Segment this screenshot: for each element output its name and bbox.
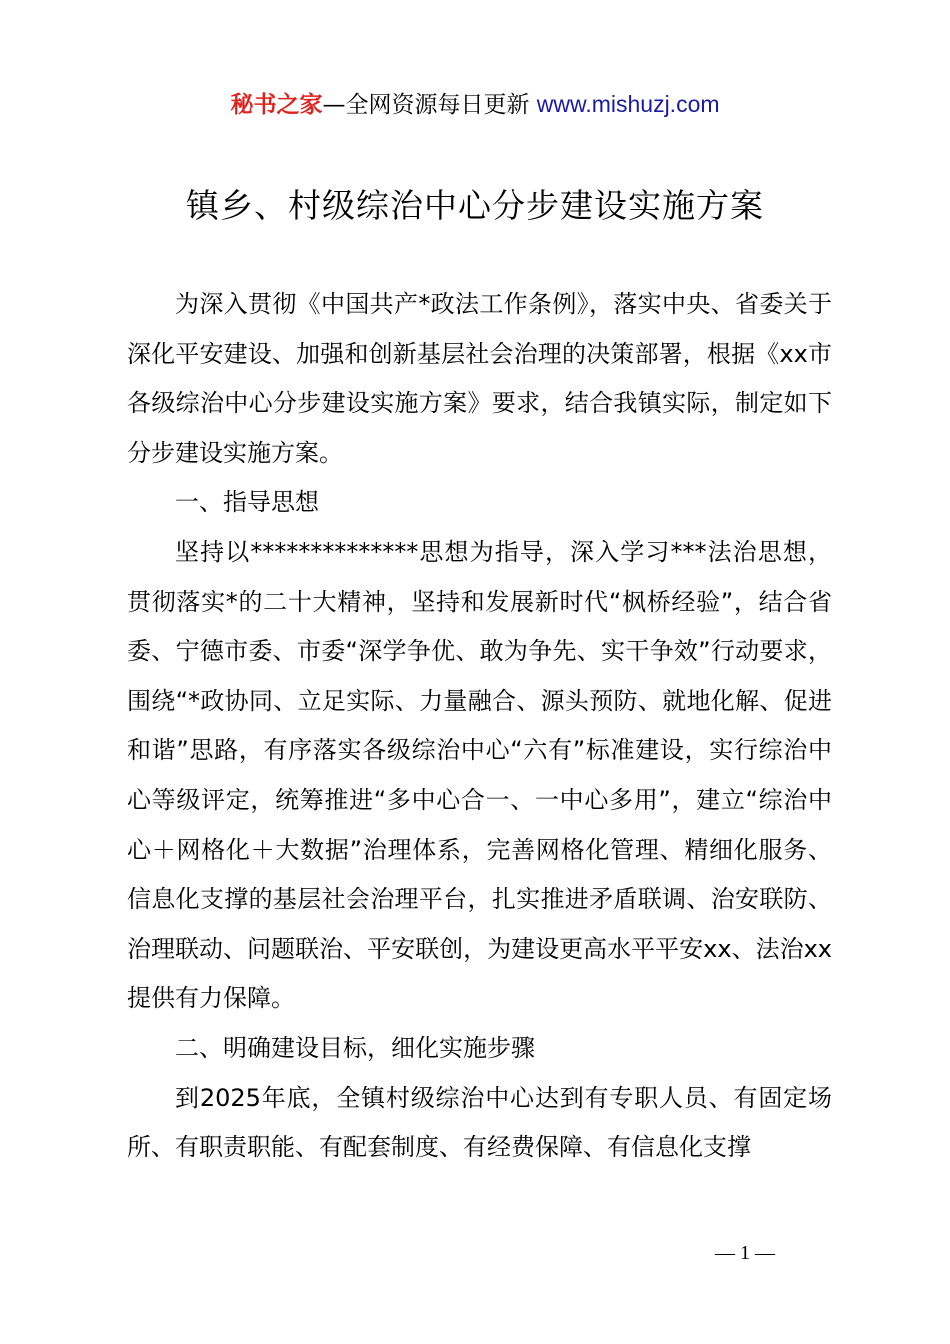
document-body [127, 280, 832, 1173]
site-tagline: —全网资源每日更新 [322, 92, 537, 118]
page-number: — 1 — [715, 1242, 775, 1264]
site-brand: 秘书之家 [230, 92, 323, 118]
site-url-link[interactable]: www.mishuzj.com [536, 91, 720, 117]
intro-paragraph: 为深入贯彻《中国共产*政法工作条例》，落实中央、省委关于深化平安建设、加强和创新基层社会治理的决策部署，根据《xx市各级综治中心分步建设实施方案》要求，结合我镇实际，制定如下分步建设实施方案。 [127, 290, 832, 467]
section-heading-2: 二、明确建设目标，细化实施步骤 [175, 1033, 535, 1062]
guiding-thought-paragraph: 坚持以**************思想为指导，深入学习***法治思想，贯彻落实*的二十大精神，坚持和发展新时代“枫桥经验”，结合省委、宁德市委、市委“深学争优、敢为争先、实干争效”行动要求，围绕“*政协同、立足实际、力量融合、源头预防、就地化解、促进和谐”思路，有序落实各级综治中心“六有”标准建设，实行综治中心等级评定，统筹推进“多中心合一、一中心多用”，建立“综治中心＋网格化＋大数据”治理体系，完善网格化管理、精细化服务、信息化支撑的基层社会治理平台，扎实推进矛盾联调、治安联防、治理联动、问题联治、平安联创，为建设更高水平平安xx、法治xx提供有力保障。 [127, 537, 832, 1013]
document-title: 镇乡、村级综治中心分步建设实施方案 [186, 186, 764, 225]
site-header [0, 88, 950, 121]
section-heading-1: 一、指导思想 [175, 488, 319, 517]
goal-paragraph: 到2025年底，全镇村级综治中心达到有专职人员、有固定场所、有职责职能、有配套制度、有经费保障、有信息化支撑 [127, 1083, 832, 1162]
